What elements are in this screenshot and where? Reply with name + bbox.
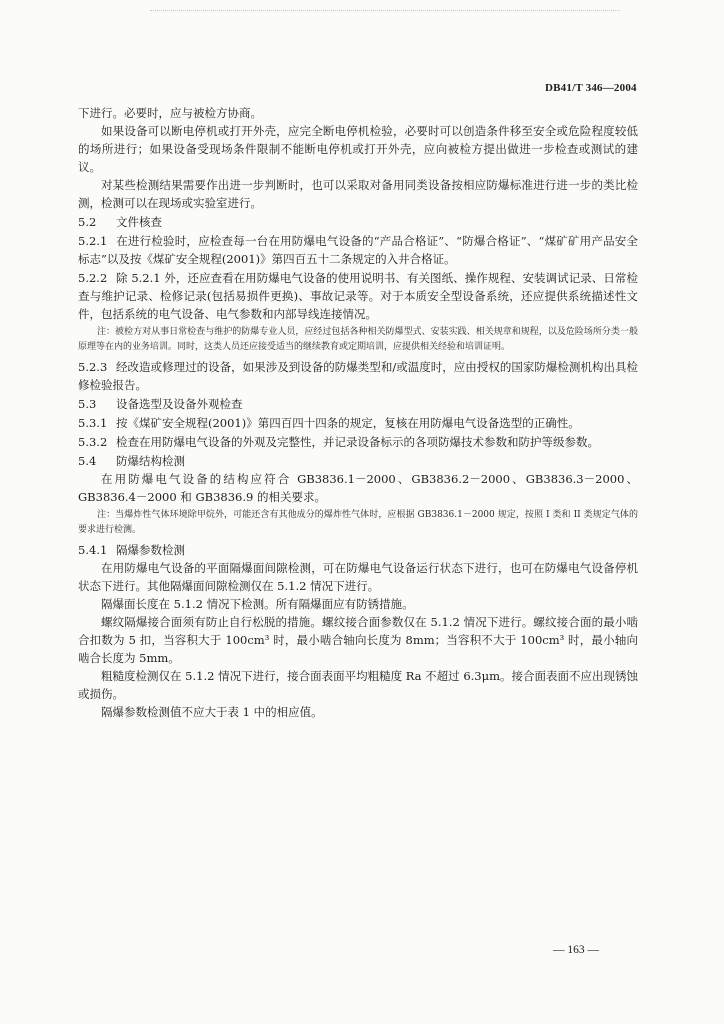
clause-number: 5.2.1 [78, 234, 108, 248]
section-clause [78, 541, 638, 559]
clause-number: 5.2.2 [78, 271, 108, 285]
paragraph: 隔爆面长度在 5.1.2 情况下检测。所有隔爆面应有防锈措施。 [101, 597, 414, 611]
clause-text: 经改造或修理过的设备，如果涉及到设备的防爆类型和/或温度时，应由授权的国家防爆检测机构出具检修检验报告。 [78, 360, 638, 392]
clause-text: 除 5.2.1 外，还应查看在用防爆电气设备的使用说明书、有关图纸、操作规程、安装调试记录、日常检查与维护记录、检修记录(包括易损件更换)、事故记录等。对于本质安全型设备系统，还应提供系统描述性文件，包括系统的电气设备、电气参数和内部导线连接情况。 [78, 271, 638, 321]
section-clause [78, 232, 638, 268]
standard-code: DB41/T 346—2004 [545, 82, 637, 94]
paragraph: 螺纹隔爆接合面须有防止自行松脱的措施。螺纹接合面参数仅在 5.1.2 情况下进行。螺纹接合面的最小啮合扣数为 5 扣，当容积大于 100cm³ 时，最小啮合轴向长度为 8mm；当容积不大于 100cm³ 时，最小轴向啮合长度为 5mm。 [78, 615, 638, 665]
clause-number: 5.2.3 [78, 360, 108, 374]
clause-text: 按《煤矿安全规程(2001)》第四百四十四条的规定，复核在用防爆电气设备选型的正确性。 [116, 416, 580, 430]
paragraph: 如果设备可以断电停机或打开外壳，应完全断电停机检验，必要时可以创造条件移至安全或危险程度较低的场所进行；如果设备受现场条件限制不能断电停机或打开外壳，应向被检方提出做进一步检查或测试的建议。 [78, 124, 638, 174]
section-clause [78, 452, 638, 470]
clause-number: 5.3.2 [78, 435, 108, 449]
clause-text: 隔爆参数检测 [116, 543, 185, 557]
clause-number: 5.4 [78, 454, 97, 468]
paragraph: 在用防爆电气设备的结构应符合 GB3836.1－2000、GB3836.2－2000、GB3836.3－2000、GB3836.4－2000 和 GB3836.9 的相关要求。 [78, 472, 638, 504]
clause-text: 设备选型及设备外观检查 [116, 397, 243, 411]
paragraph: 下进行。必要时，应与被检方协商。 [78, 106, 262, 120]
paragraph: 隔爆参数检测值不应大于表 1 中的相应值。 [101, 705, 323, 719]
section-clause [78, 358, 638, 394]
section-clause [78, 269, 638, 323]
clause-text: 防爆结构检测 [116, 454, 185, 468]
section-clause [78, 395, 638, 413]
paragraph: 粗糙度检测仅在 5.1.2 情况下进行，接合面表面平均粗糙度 Ra 不超过 6.3μm。接合面表面不应出现锈蚀或损伤。 [78, 669, 638, 701]
clause-text: 文件核查 [116, 215, 162, 229]
section-clause [78, 414, 638, 432]
page-number: — 163 — [553, 944, 599, 956]
document-body [78, 104, 638, 721]
clause-number: 5.3 [78, 397, 97, 411]
clause-text: 检查在用防爆电气设备的外观及完整性，并记录设备标示的各项防爆技术参数和防护等级参数。 [116, 435, 599, 449]
section-clause [78, 213, 638, 231]
scan-artifact-line [150, 10, 620, 13]
clause-number: 5.2 [78, 215, 97, 229]
section-clause [78, 433, 638, 451]
paragraph: 在用防爆电气设备的平面隔爆面间隙检测，可在防爆电气设备运行状态下进行，也可在防爆电气设备停机状态下进行。其他隔爆面间隙检测仅在 5.1.2 情况下进行。 [78, 561, 638, 593]
paragraph: 对某些检测结果需要作出进一步判断时，也可以采取对备用同类设备按相应防爆标准进行进一步的类比检测，检测可以在现场或实验室进行。 [78, 178, 638, 210]
note: 注：当爆炸性气体环境除甲烷外，可能还含有其他成分的爆炸性气体时，应根据 GB3836.1－2000 规定，按照 I 类和 II 类规定气体的要求进行检测。 [78, 510, 638, 535]
clause-number: 5.3.1 [78, 416, 108, 430]
note: 注：被检方对从事日常检查与维护的防爆专业人员，应经过包括各种相关防爆型式、安装实践、相关规章和规程，以及危险场所分类一般原理等在内的业务培训。同时，这类人员还应接受适当的继续教育或定期培训，应提供相关经验和培训证明。 [78, 327, 638, 352]
clause-number: 5.4.1 [78, 543, 108, 557]
clause-text: 在进行检验时，应检查每一台在用防爆电气设备的“产品合格证”、“防爆合格证”、“煤矿矿用产品安全标志”以及按《煤矿安全规程(2001)》第四百五十二条规定的入井合格证。 [78, 234, 638, 266]
